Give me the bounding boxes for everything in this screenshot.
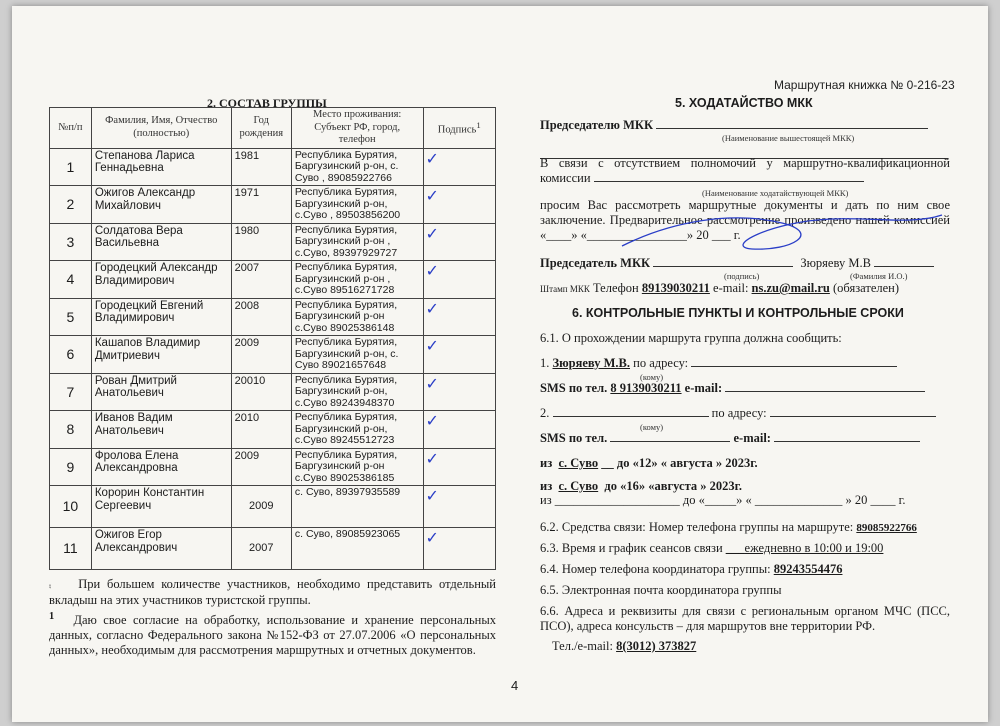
table-row [50,486,496,528]
row-number: 8 [50,411,92,449]
table-row [50,223,496,261]
emergency-contact: Тел./e-mail: 8(3012) 373827 [552,639,697,653]
signature-cell [423,528,495,570]
signature-check-mark: ✓ [425,148,439,168]
para-request: просим Вас рассмотреть маршрутные документы и дать по ним свое заключение. Предварительное рассмотрение произведено нашей комиссией «____» «________________» 20 ___ г. [540,198,950,242]
section-6-title: 6. КОНТРОЛЬНЫЕ ПУНКТЫ И КОНТРОЛЬНЫЕ СРОКИ [572,306,904,320]
participant-name: Ожигов Александр Михайлович [91,186,231,224]
signature-check-mark: ✓ [425,223,439,243]
signature-cell [423,148,495,186]
mkk-name-caption: (Наименование ходатайствующей МКК) [702,188,849,198]
route-segment-1: из с. Суво __ до «12» « августа » 2023г. [540,456,758,470]
residence: Республика Бурятия, Баргузинский р-он, с.Суво , 89503856200 [291,186,423,224]
birth-year: 2010 [231,411,291,449]
line-6-5: 6.5. Электронная почта координатора группы [540,583,782,597]
signature-cell [423,261,495,299]
fio-caption: (Фамилия И.О.) [850,271,908,281]
row-number: 4 [50,261,92,299]
residence: с. Суво, 89397935589 [291,486,423,528]
row-number: 2 [50,186,92,224]
signature-check-mark: ✓ [425,186,439,205]
contact-1-line: 1. Зюряеву М.В. по адресу: [540,356,950,371]
signature-check-mark: ✓ [425,528,439,547]
birth-year: 1980 [231,223,291,261]
signature-cell [423,411,495,449]
residence: Республика Бурятия, Баргузинский р-он , с.Суво 89516271728 [291,261,423,299]
route-segment-3: из ____________________ до «_____» « ______________ » 20 ____ г. [540,493,906,507]
row-number: 10 [50,486,92,528]
signature-cell [423,298,495,336]
signature-check-mark: ✓ [425,486,439,505]
line-6-3: 6.3. Время и график сеансов связи ___ежедневно в 10:00 и 19:00 [540,541,884,555]
signature-scrawl [612,201,952,261]
birth-year: 20010 [231,373,291,411]
route-segment-2: из с. Суво до «16» «августа » 2023г. [540,479,743,493]
table-row [50,186,496,224]
birth-year: 2009 [231,336,291,374]
footnote-consent: $^1$ Даю свое согласие на обработку, использование и хранение персональных данных, согласно Федерального закона №152-ФЗ от 27.07.2006 «О персональных данных», необходимым для рассмотрения маршрутных и отчетных документов. [49,611,497,658]
signature-cell [423,336,495,374]
table-row [50,261,496,299]
line-6-4: 6.4. Номер телефона координатора группы: 89243554476 [540,562,843,576]
residence: Республика Бурятия, Баргузинский р-он с.Суво 89025386185 [291,448,423,486]
row-number: 7 [50,373,92,411]
scanned-document [12,6,988,722]
participant-name: Иванов Вадим Анатольевич [91,411,231,449]
signature-cell [423,373,495,411]
row-number: 6 [50,336,92,374]
chairman-to-line: Председателю МКК [540,118,948,133]
col-year: Год рождения [231,108,291,149]
signature-check-mark: ✓ [425,261,439,280]
signature-check-mark: ✓ [425,448,439,468]
signature-cell [423,223,495,261]
table-row [50,373,496,411]
table-row [50,148,496,186]
col-signature: Подпись$^1$ [423,108,495,149]
row-number: 5 [50,298,92,336]
group-roster-table [49,107,496,570]
row-number: 1 [50,148,92,186]
row-number: 11 [50,528,92,570]
signature-cell [423,486,495,528]
para-no-authority: В связи с отсутствием полномочий у маршрутно-квалификационной комиссии [540,156,950,185]
signature-check-mark: ✓ [425,336,439,355]
participant-name: Рован Дмитрий Анатольевич [91,373,231,411]
signature-check-mark: ✓ [425,411,439,430]
col-address: Место проживания: Субъект РФ, город, телефон [291,108,423,149]
participant-name: Городецкий Александр Владимирович [91,261,231,299]
sms-1-line: SMS по тел. 8 9139030211 e-mail: [540,381,950,396]
page-number: 4 [511,678,519,693]
birth-year: 2009 [231,448,291,486]
col-number: №п/п [50,108,92,149]
participant-name: Ожигов Егор Александрович [91,528,231,570]
section-5-title: 5. ХОДАТАЙСТВО МКК [675,96,813,110]
birth-year: 2008 [231,298,291,336]
sms-2-line: SMS по тел. e-mail: [540,431,950,446]
participant-name: Кашапов Владимир Дмитриевич [91,336,231,374]
participant-name: Городецкий Евгений Владимирович [91,298,231,336]
residence: Республика Бурятия, Баргузинский р-он с.Суво 89025386148 [291,298,423,336]
table-row [50,336,496,374]
row-number: 3 [50,223,92,261]
table-row [50,411,496,449]
birth-year: 2009 [231,486,291,528]
to-whom-caption-2: (кому) [640,422,664,432]
birth-year: 2007 [231,528,291,570]
residence: Республика Бурятия, Баргузинский р-он, с.Суво 89245512723 [291,411,423,449]
book-number: Маршрутная книжка № 0-216-23 [774,78,955,92]
col-name: Фамилия, Имя, Отчество (полностью) [91,108,231,149]
signature-check-mark: ✓ [425,298,439,318]
residence: Республика Бурятия, Баргузинский р-он, с. Суво , 89085922766 [291,148,423,186]
footnote-more-participants: ⨾ При большем количестве участников, необходимо представить отдельный вкладыш на этих участников туристской группы. [49,577,497,607]
birth-year: 1981 [231,148,291,186]
residence: с. Суво, 89085923065 [291,528,423,570]
stamp-phone-line: Штамп МКК Телефон 89139030211 e-mail: ns.zu@mail.ru (обязателен) [540,281,900,295]
participant-name: Корорин Константин Сергеевич [91,486,231,528]
row-number: 9 [50,448,92,486]
table-row [50,298,496,336]
chairman-line: Председатель МКК Зюряеву М.В [540,256,950,271]
section-2-title: 2. СОСТАВ ГРУППЫ [207,96,327,110]
signature-caption: (подпись) [724,271,760,281]
signature-check-mark: ✓ [425,373,439,393]
contact-2-line: 2. по адресу: [540,406,950,421]
participant-name: Солдатова Вера Васильевна [91,223,231,261]
birth-year: 1971 [231,186,291,224]
residence: Республика Бурятия, Баргузинский р-он , с.Суво, 89397929727 [291,223,423,261]
line-6-6: 6.6. Адреса и реквизиты для связи с региональным органом МЧС (ПСС, ПСО), адреса консульств – для маршрутов вне территории РФ. [540,604,950,633]
table-row [50,528,496,570]
residence: Республика Бурятия, Баргузинский р-он, с.Суво 89243948370 [291,373,423,411]
line-6-2: 6.2. Средства связи: Номер телефона группы на маршруте: 89085922766 [540,520,917,534]
residence: Республика Бурятия, Баргузинский р-он, с. Суво 89021657648 [291,336,423,374]
table-row [50,448,496,486]
line-6-1: 6.1. О прохождении маршрута группа должна сообщить: [540,331,842,345]
signature-cell [423,186,495,224]
participant-name: Степанова Лариса Геннадьевна [91,148,231,186]
participant-name: Фролова Елена Александровна [91,448,231,486]
signature-cell [423,448,495,486]
higher-mkk-caption: (Наименование вышестоящей МКК) [722,133,855,143]
to-whom-caption-1: (кому) [640,372,664,382]
birth-year: 2007 [231,261,291,299]
